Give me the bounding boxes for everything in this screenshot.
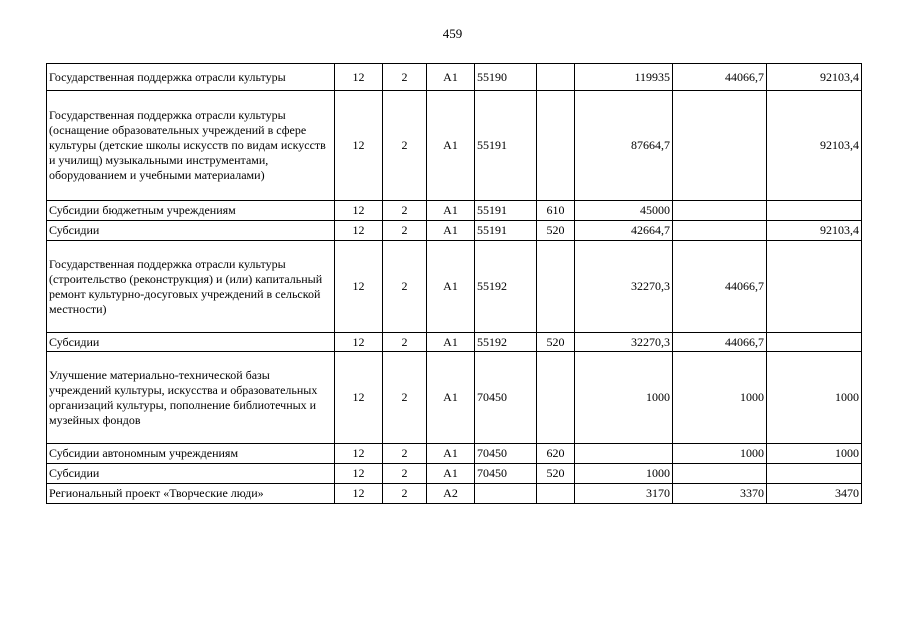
row-name: Государственная поддержка отрасли культуры (оснащение образовательных учреждений в сфере культуры (детские школы искусств по видам искусств и училищ) музыкальными инструментами, оборудованием и учебными материалами) — [47, 91, 335, 201]
row-sum-2: 1000 — [673, 352, 767, 444]
row-pr: 2 — [383, 352, 427, 444]
row-rz: 12 — [335, 91, 383, 201]
row-sum-1: 87664,7 — [575, 91, 673, 201]
row-pr: 2 — [383, 444, 427, 464]
row-vr — [537, 352, 575, 444]
row-rz: 12 — [335, 201, 383, 221]
row-sum-3: 1000 — [767, 352, 862, 444]
row-vr — [537, 91, 575, 201]
row-code: 55192 — [475, 241, 537, 333]
row-sum-3: 92103,4 — [767, 221, 862, 241]
row-sum-1: 3170 — [575, 484, 673, 504]
row-code: 55190 — [475, 64, 537, 91]
row-name: Субсидии — [47, 221, 335, 241]
row-program: А1 — [427, 444, 475, 464]
row-vr: 620 — [537, 444, 575, 464]
row-code: 70450 — [475, 444, 537, 464]
row-code: 70450 — [475, 464, 537, 484]
row-vr — [537, 64, 575, 91]
row-vr: 520 — [537, 333, 575, 352]
row-sum-2 — [673, 464, 767, 484]
row-vr: 520 — [537, 221, 575, 241]
row-sum-2: 3370 — [673, 484, 767, 504]
row-pr: 2 — [383, 241, 427, 333]
row-sum-2: 1000 — [673, 444, 767, 464]
row-sum-1: 42664,7 — [575, 221, 673, 241]
row-sum-1 — [575, 444, 673, 464]
row-program: А1 — [427, 221, 475, 241]
row-sum-1: 1000 — [575, 352, 673, 444]
row-code: 55191 — [475, 221, 537, 241]
row-vr: 610 — [537, 201, 575, 221]
row-sum-3 — [767, 241, 862, 333]
table-row — [47, 91, 862, 201]
row-code — [475, 484, 537, 504]
row-program: А1 — [427, 201, 475, 221]
row-rz: 12 — [335, 333, 383, 352]
budget-table — [46, 63, 862, 504]
row-sum-1: 32270,3 — [575, 333, 673, 352]
table-row — [47, 241, 862, 333]
table-row — [47, 221, 862, 241]
row-sum-3 — [767, 333, 862, 352]
row-sum-2: 44066,7 — [673, 333, 767, 352]
table-row — [47, 64, 862, 91]
row-program: А1 — [427, 91, 475, 201]
row-name: Государственная поддержка отрасли культуры — [47, 64, 335, 91]
row-code: 70450 — [475, 352, 537, 444]
row-name: Субсидии — [47, 333, 335, 352]
row-sum-1: 45000 — [575, 201, 673, 221]
row-rz: 12 — [335, 484, 383, 504]
row-pr: 2 — [383, 201, 427, 221]
row-sum-2: 44066,7 — [673, 241, 767, 333]
row-pr: 2 — [383, 221, 427, 241]
row-sum-3 — [767, 464, 862, 484]
row-pr: 2 — [383, 464, 427, 484]
row-sum-2: 44066,7 — [673, 64, 767, 91]
row-rz: 12 — [335, 64, 383, 91]
row-pr: 2 — [383, 91, 427, 201]
row-sum-3: 3470 — [767, 484, 862, 504]
table-row — [47, 352, 862, 444]
row-sum-2 — [673, 91, 767, 201]
row-sum-2 — [673, 201, 767, 221]
row-vr — [537, 484, 575, 504]
row-vr: 520 — [537, 464, 575, 484]
row-vr — [537, 241, 575, 333]
row-sum-1: 119935 — [575, 64, 673, 91]
row-code: 55191 — [475, 201, 537, 221]
row-program: А1 — [427, 333, 475, 352]
row-program: А1 — [427, 64, 475, 91]
row-name: Субсидии бюджетным учреждениям — [47, 201, 335, 221]
row-sum-3: 92103,4 — [767, 91, 862, 201]
row-name: Субсидии — [47, 464, 335, 484]
row-rz: 12 — [335, 352, 383, 444]
row-program: А1 — [427, 241, 475, 333]
row-program: А2 — [427, 484, 475, 504]
table-row — [47, 484, 862, 504]
row-rz: 12 — [335, 464, 383, 484]
row-name: Субсидии автономным учреждениям — [47, 444, 335, 464]
row-rz: 12 — [335, 221, 383, 241]
row-name: Государственная поддержка отрасли культуры (строительство (реконструкция) и (или) капитальный ремонт культурно-досуговых учреждений в сельской местности) — [47, 241, 335, 333]
row-pr: 2 — [383, 484, 427, 504]
row-name: Улучшение материально-технической базы учреждений культуры, искусства и образовательных организаций культуры, пополнение библиотечных и музейных фондов — [47, 352, 335, 444]
row-sum-3 — [767, 201, 862, 221]
row-rz: 12 — [335, 241, 383, 333]
row-rz: 12 — [335, 444, 383, 464]
page-number: 459 — [442, 26, 463, 41]
table-row — [47, 333, 862, 352]
table-row — [47, 201, 862, 221]
row-pr: 2 — [383, 333, 427, 352]
table-row — [47, 464, 862, 484]
row-sum-3: 92103,4 — [767, 64, 862, 91]
row-pr: 2 — [383, 64, 427, 91]
row-program: А1 — [427, 352, 475, 444]
row-sum-2 — [673, 221, 767, 241]
row-code: 55191 — [475, 91, 537, 201]
row-name: Региональный проект «Творческие люди» — [47, 484, 335, 504]
row-sum-1: 1000 — [575, 464, 673, 484]
row-code: 55192 — [475, 333, 537, 352]
row-program: А1 — [427, 464, 475, 484]
table-row — [47, 444, 862, 464]
row-sum-1: 32270,3 — [575, 241, 673, 333]
row-sum-3: 1000 — [767, 444, 862, 464]
